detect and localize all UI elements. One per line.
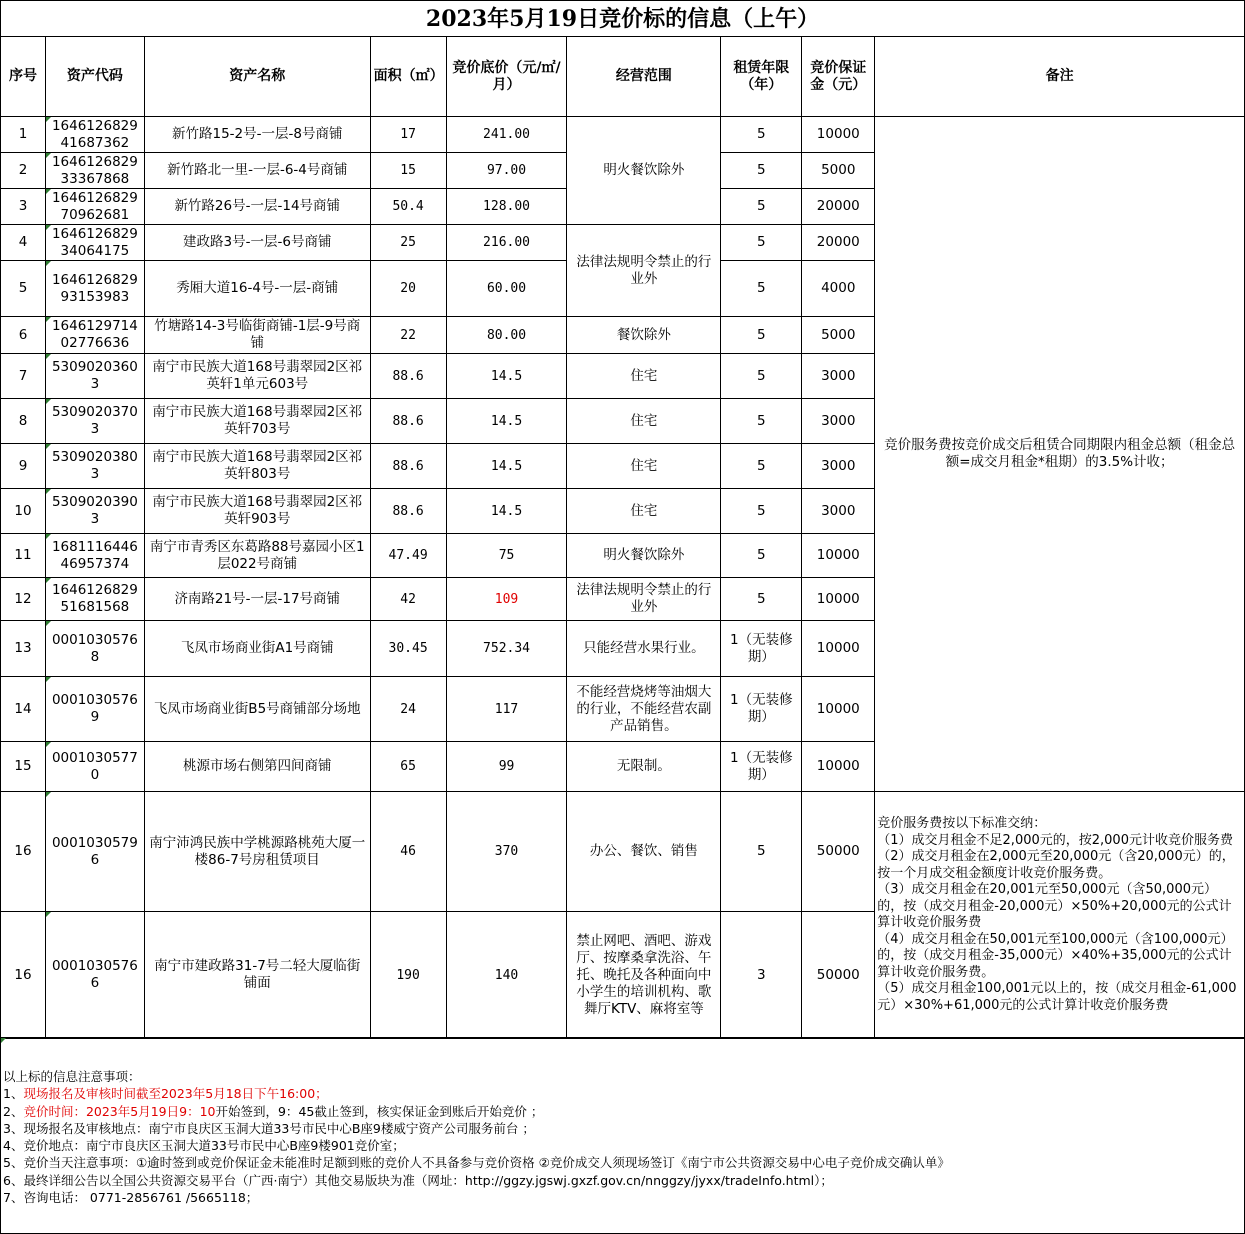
cell-marker xyxy=(46,489,51,494)
note-7: 7、咨询电话： 0771-2856761 /5665118； xyxy=(3,1190,259,1206)
cell-code: 53090203803 xyxy=(45,444,144,489)
fee-line: （1）成交月租金不足2,000元的，按2,000元计收竞价服务费 xyxy=(877,832,1233,848)
cell-marker xyxy=(1,1038,6,1043)
cell-seq: 13 xyxy=(1,621,46,677)
cell-name: 南宁市民族大道168号翡翠园2区祁英轩803号 xyxy=(144,444,370,489)
cell-deposit: 10000 xyxy=(802,534,875,578)
cell-code: 164612682951681568 xyxy=(45,578,144,621)
cell-name: 新竹路15-2号-一层-8号商铺 xyxy=(144,117,370,153)
header-scope: 经营范围 xyxy=(567,37,721,117)
cell-term: 5 xyxy=(721,792,802,912)
cell-scope: 住宅 xyxy=(567,489,721,534)
cell-marker xyxy=(46,399,51,404)
cell-marker xyxy=(46,261,51,266)
cell-seq: 3 xyxy=(1,189,46,225)
cell-deposit: 10000 xyxy=(802,117,875,153)
cell-area: 22 xyxy=(370,317,446,354)
cell-term: 1（无装修期） xyxy=(721,742,802,792)
cell-seq: 6 xyxy=(1,317,46,354)
cell-code: 00010305766 xyxy=(45,912,144,1039)
cell-marker xyxy=(46,534,51,539)
header-area: 面积（㎡） xyxy=(370,37,446,117)
cell-area: 20 xyxy=(370,261,446,317)
cell-code: 00010305768 xyxy=(45,621,144,677)
cell-deposit: 20000 xyxy=(802,225,875,261)
cell-scope: 禁止网吧、酒吧、游戏厅、按摩桑拿洗浴、午托、晚托及各种面向中小学生的培训机构、歌舞厅KTV、麻将室等 xyxy=(567,912,721,1039)
cell-term: 5 xyxy=(721,534,802,578)
note-2: 2、竞价时间：2023年5月19日9：10开始签到，9：45截止签到，核实保证金到账后开始竞价 ； xyxy=(3,1103,544,1119)
cell-marker xyxy=(46,153,51,158)
cell-price: 752.34 xyxy=(446,621,567,677)
cell-deposit: 50000 xyxy=(802,792,875,912)
cell-price: 75 xyxy=(446,534,567,578)
cell-price: 97.00 xyxy=(446,153,567,189)
cell-area: 30.45 xyxy=(370,621,446,677)
cell-seq: 10 xyxy=(1,489,46,534)
cell-code: 53090203903 xyxy=(45,489,144,534)
header-name: 资产名称 xyxy=(144,37,370,117)
cell-price: 216.00 xyxy=(446,225,567,261)
cell-term: 5 xyxy=(721,578,802,621)
cell-price: 14.5 xyxy=(446,354,567,399)
cell-term: 5 xyxy=(721,153,802,189)
cell-term: 1（无装修期） xyxy=(721,677,802,742)
cell-deposit: 20000 xyxy=(802,189,875,225)
cell-name: 新竹路26号-一层-14号商铺 xyxy=(144,189,370,225)
note-3: 3、现场报名及审核地点：南宁市良庆区玉洞大道33号市民中心B座9楼威宁资产公司服务前台 ； xyxy=(3,1120,535,1136)
cell-marker xyxy=(46,578,51,583)
cell-price: 14.5 xyxy=(446,444,567,489)
cell-code: 164612682941687362 xyxy=(45,117,144,153)
cell-price: 99 xyxy=(446,742,567,792)
cell-scope: 只能经营水果行业。 xyxy=(567,621,721,677)
cell-area: 190 xyxy=(370,912,446,1039)
cell-code: 168111644646957374 xyxy=(45,534,144,578)
cell-seq: 5 xyxy=(1,261,46,317)
cell-seq: 16 xyxy=(1,792,46,912)
cell-area: 65 xyxy=(370,742,446,792)
note-5: 5、竞价当天注意事项：①逾时签到或竞价保证金未能准时足额到账的竞价人不具备参与竞价资格 ②竞价成交人须现场签订《南宁市公共资源交易中心电子竞价成交确认单》 xyxy=(3,1155,950,1171)
cell-price: 140 xyxy=(446,912,567,1039)
cell-name: 秀厢大道16-4号-一层-商铺 xyxy=(144,261,370,317)
cell-marker xyxy=(46,677,51,682)
cell-seq: 4 xyxy=(1,225,46,261)
header-deposit: 竞价保证金（元） xyxy=(802,37,875,117)
notes-section xyxy=(0,1037,1245,1234)
cell-scope: 住宅 xyxy=(567,399,721,444)
table-row xyxy=(1,117,1245,153)
cell-term: 5 xyxy=(721,261,802,317)
cell-scope: 餐饮除外 xyxy=(567,317,721,354)
header-seq: 序号 xyxy=(1,37,46,117)
cell-seq: 2 xyxy=(1,153,46,189)
cell-seq: 15 xyxy=(1,742,46,792)
cell-marker xyxy=(46,189,51,194)
note-6: 6、最终详细公告以全国公共资源交易平台（广西·南宁）其他交易版块为准（网址：http://ggzy.jgswj.gxzf.gov.cn/nnggzy/jyxx/tradeInfo.html）； xyxy=(3,1172,833,1188)
cell-deposit: 5000 xyxy=(802,317,875,354)
cell-price: 14.5 xyxy=(446,399,567,444)
cell-area: 15 xyxy=(370,153,446,189)
cell-seq: 16 xyxy=(1,912,46,1039)
cell-term: 3 xyxy=(721,912,802,1039)
cell-scope-merged: 法律法规明令禁止的行业外 xyxy=(567,225,721,317)
cell-deposit: 3000 xyxy=(802,354,875,399)
cell-remark-fee-schedule xyxy=(875,792,1245,1039)
fee-line: （4）成交月租金在50,001元至100,000元（含100,000元）的，按（成交月租金-35,000元）×40%+35,000元的公式计算计收竞价服务费。 xyxy=(877,931,1234,980)
cell-name: 南宁市民族大道168号翡翠园2区祁英轩1单元603号 xyxy=(144,354,370,399)
header-code: 资产代码 xyxy=(45,37,144,117)
cell-area: 88.6 xyxy=(370,489,446,534)
cell-area: 50.4 xyxy=(370,189,446,225)
cell-name: 建政路3号-一层-6号商铺 xyxy=(144,225,370,261)
table-row xyxy=(1,792,1245,912)
header-price: 竞价底价（元/㎡/月） xyxy=(446,37,567,117)
cell-seq: 12 xyxy=(1,578,46,621)
cell-code: 00010305769 xyxy=(45,677,144,742)
cell-scope: 无限制。 xyxy=(567,742,721,792)
cell-area: 88.6 xyxy=(370,354,446,399)
cell-code: 00010305770 xyxy=(45,742,144,792)
cell-term: 1（无装修期） xyxy=(721,621,802,677)
cell-code: 164612682970962681 xyxy=(45,189,144,225)
cell-price: 60.00 xyxy=(446,261,567,317)
cell-price: 241.00 xyxy=(446,117,567,153)
cell-scope: 法律法规明令禁止的行业外 xyxy=(567,578,721,621)
cell-code: 164612682933367868 xyxy=(45,153,144,189)
cell-term: 5 xyxy=(721,354,802,399)
header-remark: 备注 xyxy=(875,37,1245,117)
cell-area: 46 xyxy=(370,792,446,912)
note-4: 4、竞价地点：南宁市良庆区玉洞大道33号市民中心B座9楼901竞价室； xyxy=(3,1138,405,1154)
cell-area: 24 xyxy=(370,677,446,742)
cell-marker xyxy=(46,354,51,359)
cell-seq: 14 xyxy=(1,677,46,742)
cell-seq: 9 xyxy=(1,444,46,489)
fee-line: （5）成交月租金100,001元以上的，按（成交月租金-61,000元）×30%+61,000元的公式计算计收竞价服务费 xyxy=(877,981,1237,1013)
cell-marker xyxy=(46,792,51,797)
cell-price: 370 xyxy=(446,792,567,912)
cell-deposit: 10000 xyxy=(802,621,875,677)
cell-marker xyxy=(46,444,51,449)
cell-name: 新竹路北一里-一层-6-4号商铺 xyxy=(144,153,370,189)
cell-price: 14.5 xyxy=(446,489,567,534)
cell-name: 南宁沛鸿民族中学桃源路桃苑大厦一楼86-7号房租赁项目 xyxy=(144,792,370,912)
auction-table xyxy=(0,36,1245,1039)
cell-marker xyxy=(46,912,51,917)
cell-term: 5 xyxy=(721,444,802,489)
cell-marker xyxy=(46,742,51,747)
cell-name: 飞凤市场商业街B5号商铺部分场地 xyxy=(144,677,370,742)
cell-scope: 办公、餐饮、销售 xyxy=(567,792,721,912)
cell-scope-merged: 明火餐饮除外 xyxy=(567,117,721,225)
cell-term: 5 xyxy=(721,225,802,261)
cell-deposit: 3000 xyxy=(802,444,875,489)
cell-seq: 11 xyxy=(1,534,46,578)
cell-deposit: 5000 xyxy=(802,153,875,189)
cell-seq: 1 xyxy=(1,117,46,153)
cell-marker xyxy=(46,225,51,230)
cell-deposit: 3000 xyxy=(802,489,875,534)
cell-term: 5 xyxy=(721,189,802,225)
cell-remark-merged: 竞价服务费按竞价成交后租赁合同期限内租金总额（租金总额=成交月租金*租期）的3.5%计收； xyxy=(875,117,1245,792)
cell-deposit: 10000 xyxy=(802,742,875,792)
cell-area: 88.6 xyxy=(370,399,446,444)
fee-line: （2）成交月租金在2,000元至20,000元（含20,000元）的，按一个月成交租金额度计收竞价服务费。 xyxy=(877,849,1235,881)
cell-name: 南宁市民族大道168号翡翠园2区祁英轩703号 xyxy=(144,399,370,444)
cell-term: 5 xyxy=(721,399,802,444)
cell-deposit: 10000 xyxy=(802,578,875,621)
cell-code: 53090203703 xyxy=(45,399,144,444)
cell-area: 47.49 xyxy=(370,534,446,578)
cell-deposit: 4000 xyxy=(802,261,875,317)
cell-price: 128.00 xyxy=(446,189,567,225)
cell-scope: 住宅 xyxy=(567,444,721,489)
cell-marker xyxy=(46,317,51,322)
cell-area: 17 xyxy=(370,117,446,153)
cell-name: 桃源市场右侧第四间商铺 xyxy=(144,742,370,792)
cell-name: 南宁市青秀区东葛路88号嘉园小区1层022号商铺 xyxy=(144,534,370,578)
cell-price: 117 xyxy=(446,677,567,742)
cell-code: 53090203603 xyxy=(45,354,144,399)
header-term: 租赁年限（年） xyxy=(721,37,802,117)
header-row xyxy=(1,37,1245,117)
cell-code: 164612971402776636 xyxy=(45,317,144,354)
page-title: 2023年5月19日竞价标的信息（上午） xyxy=(0,0,1245,37)
cell-marker xyxy=(46,117,51,122)
cell-name: 南宁市民族大道168号翡翠园2区祁英轩903号 xyxy=(144,489,370,534)
cell-scope: 不能经营烧烤等油烟大的行业，不能经营农副产品销售。 xyxy=(567,677,721,742)
cell-term: 5 xyxy=(721,317,802,354)
cell-price-highlight: 109 xyxy=(446,578,567,621)
cell-term: 5 xyxy=(721,117,802,153)
cell-area: 25 xyxy=(370,225,446,261)
cell-deposit: 10000 xyxy=(802,677,875,742)
cell-name: 济南路21号-一层-17号商铺 xyxy=(144,578,370,621)
cell-price: 80.00 xyxy=(446,317,567,354)
cell-marker xyxy=(46,621,51,626)
fee-line: （3）成交月租金在20,001元至50,000元（含50,000元）的，按（成交月租金-20,000元）×50%+20,000元的公式计算计收竞价服务费 xyxy=(877,882,1232,930)
cell-code: 164612682934064175 xyxy=(45,225,144,261)
cell-deposit: 3000 xyxy=(802,399,875,444)
cell-seq: 7 xyxy=(1,354,46,399)
cell-scope: 住宅 xyxy=(567,354,721,399)
notes-heading: 以上标的信息注意事项： xyxy=(3,1069,141,1084)
note-1: 1、现场报名及审核时间截至2023年5月18日下午16:00； xyxy=(3,1086,328,1102)
cell-name: 南宁市建政路31-7号二轻大厦临街铺面 xyxy=(144,912,370,1039)
cell-name: 飞凤市场商业街A1号商铺 xyxy=(144,621,370,677)
cell-code: 164612682993153983 xyxy=(45,261,144,317)
cell-scope: 明火餐饮除外 xyxy=(567,534,721,578)
cell-term: 5 xyxy=(721,489,802,534)
fee-line: 竞价服务费按以下标准交纳： xyxy=(877,816,1047,831)
cell-name: 竹塘路14-3号临街商铺-1层-9号商铺 xyxy=(144,317,370,354)
cell-seq: 8 xyxy=(1,399,46,444)
cell-code: 00010305796 xyxy=(45,792,144,912)
cell-area: 42 xyxy=(370,578,446,621)
cell-deposit: 50000 xyxy=(802,912,875,1039)
cell-area: 88.6 xyxy=(370,444,446,489)
